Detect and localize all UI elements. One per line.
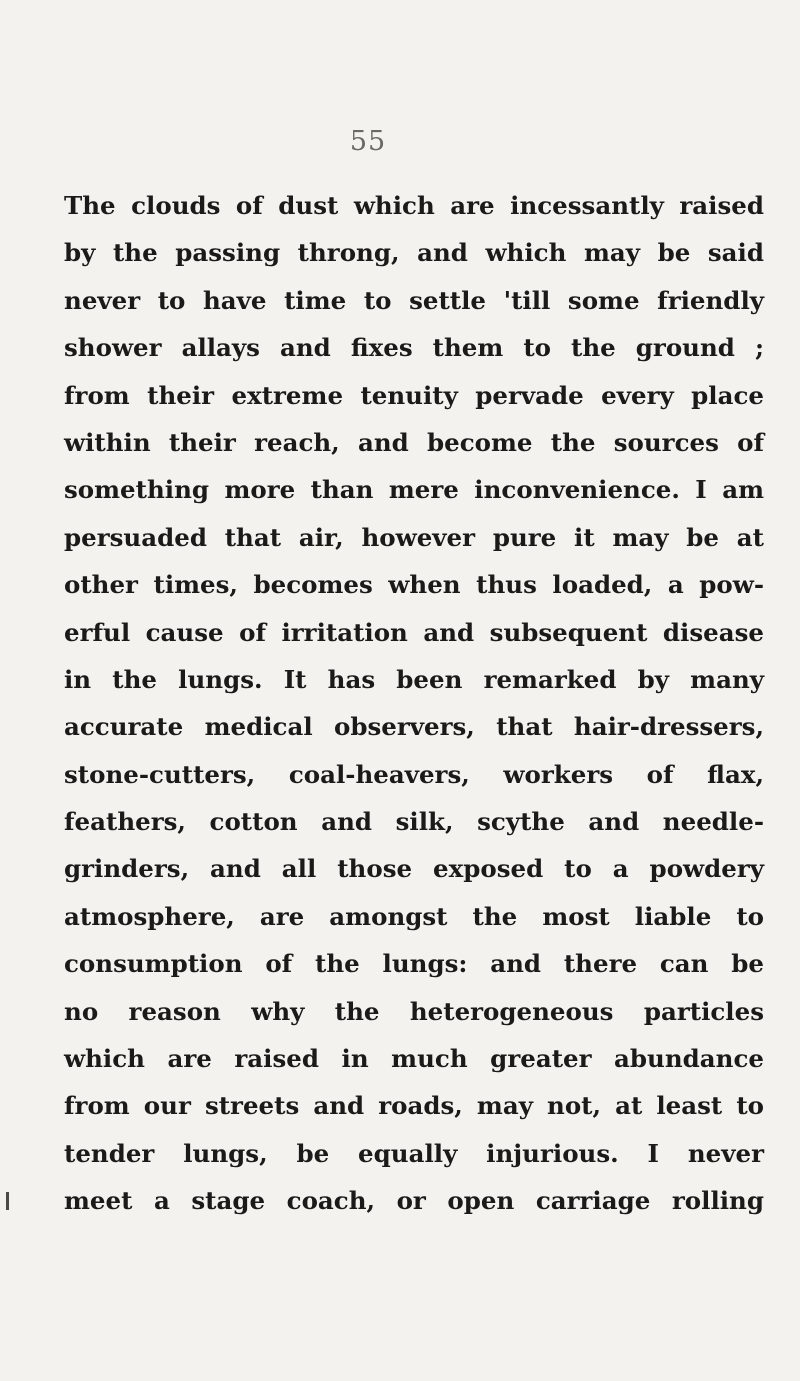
- text-line: by the passing throng, and which may be said: [64, 238, 764, 268]
- body-text: [64, 182, 764, 1225]
- text-line: which are raised in much greater abundance: [64, 1044, 764, 1074]
- text-line: no reason why the heterogeneous particles: [64, 996, 764, 1026]
- text-line: erful cause of irritation and subsequent disease: [64, 617, 764, 647]
- margin-mark: [6, 1192, 9, 1210]
- page-number: 55: [349, 126, 387, 157]
- text-line: shower allays and fixes them to the ground ;: [64, 333, 764, 363]
- text-line: stone-cutters, coal-heavers, workers of flax,: [64, 759, 764, 789]
- text-line: The clouds of dust which are incessantly raised: [64, 191, 764, 220]
- text-line: from their extreme tenuity pervade every place: [64, 380, 764, 410]
- text-line: other times, becomes when thus loaded, a pow-: [64, 570, 764, 600]
- text-line: persuaded that air, however pure it may be at: [64, 522, 764, 552]
- text-line: meet a stage coach, or open carriage rolling: [64, 1186, 764, 1216]
- text-line: something more than mere inconvenience. I am: [64, 475, 764, 505]
- text-line: atmosphere, are amongst the most liable to: [64, 901, 764, 931]
- text-line: consumption of the lungs: and there can be: [64, 949, 764, 979]
- text-line: tender lungs, be equally injurious. I never: [64, 1138, 764, 1168]
- text-line: from our streets and roads, may not, at least to: [64, 1091, 764, 1121]
- text-line: feathers, cotton and silk, scythe and needle-: [64, 807, 764, 837]
- text-line: in the lungs. It has been remarked by many: [64, 664, 764, 694]
- text-line: grinders, and all those exposed to a powdery: [64, 854, 764, 884]
- text-line: accurate medical observers, that hair-dressers,: [64, 712, 764, 742]
- text-line: within their reach, and become the sources of: [64, 427, 764, 457]
- text-line: never to have time to settle 'till some friendly: [64, 285, 764, 315]
